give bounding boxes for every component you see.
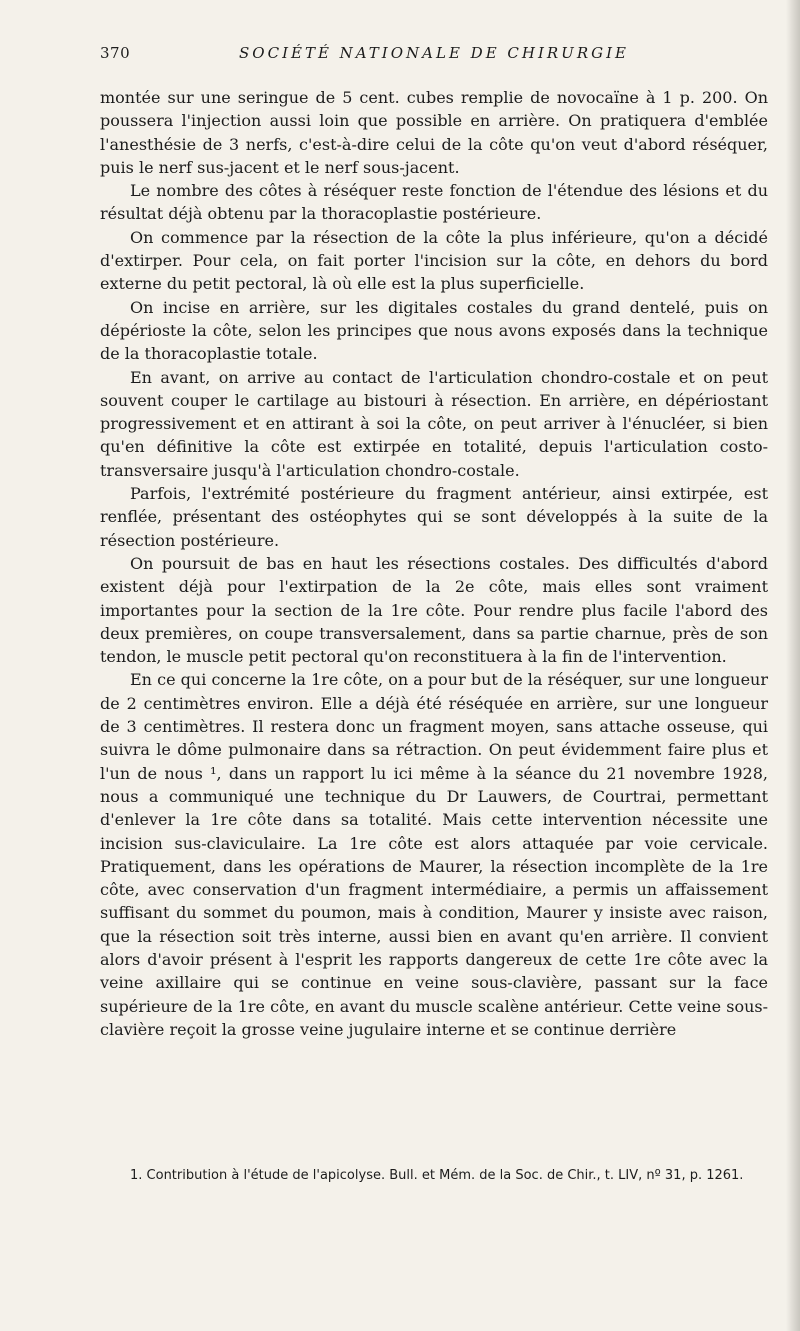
running-title: SOCIÉTÉ NATIONALE DE CHIRURGIE xyxy=(239,44,629,62)
page-header xyxy=(100,44,768,68)
paragraph: Le nombre des côtes à réséquer reste fonction de l'étendue des lésions et du résultat déjà obtenu par la thoracoplastie postérieure. xyxy=(100,181,768,224)
body-text xyxy=(100,86,768,1041)
paragraph: On commence par la résection de la côte la plus inférieure, qu'on a décidé d'extirper. Pour cela, on fait porter l'incision sur la côte, en dehors du bord externe du petit pectoral, là où elle est la plus superficielle. xyxy=(100,227,768,294)
paragraph: Parfois, l'extrémité postérieure du fragment antérieur, ainsi extirpée, est renflée, présentant des ostéophytes qui se sont développés à la suite de la résection postérieure. xyxy=(100,484,768,550)
paragraph: On poursuit de bas en haut les résections costales. Des difficultés d'abord existent déjà pour l'extirpation de la 2e côte, mais elles sont vraiment importantes pour la section de la 1re côte. Pour rendre plus facile l'abord des deux premières, on coupe transversalement, dans sa partie charnue, près de son tendon, le muscle petit pectoral qu'on reconstituera à la fin de l'intervention. xyxy=(100,553,768,667)
paragraph: En avant, on arrive au contact de l'articulation chondro-costale et on peut souvent couper le cartilage au bistouri à résection. En arrière, en dépériostant progressivement et en attirant à soi la côte, on peut arriver à l'énucléer, si bien qu'en définitive la côte est extirpée en totalité, depuis l'articulation costo-transversaire jusqu'à l'articulation chondro-costale. xyxy=(100,367,768,480)
footnote: 1. Contribution à l'étude de l'apicolyse. Bull. et Mém. de la Soc. de Chir., t. LIV, nº 31, p. 1261. xyxy=(130,1168,744,1183)
paragraph: En ce qui concerne la 1re côte, on a pour but de la réséquer, sur une longueur de 2 centimètres environ. Elle a déjà été réséquée en arrière, sur une longueur de 3 centimètres. Il restera donc un fragment moyen, sans attache osseuse, qui suivra le dôme pulmonaire dans sa rétraction. On peut évidemment faire plus et l'un de nous ¹, dans un rapport lu ici même à la séance du 21 novembre 1928, nous a communiqué une technique du Dr Lauwers, de Courtrai, permettant d'enlever la 1re côte dans sa totalité. Mais cette intervention nécessite une incision sus-claviculaire. La 1re côte est alors attaquée par voie cervicale. Pratiquement, dans les opérations de Maurer, la résection incomplète de la 1re côte, avec conservation d'un fragment intermédiaire, a permis un affaissement suffisant du sommet du poumon, mais à condition, Maurer y insiste avec raison, que la résection soit très interne, aussi bien en avant qu'en arrière. Il convient alors d'avoir présent à l'esprit les rapports dangereux de cette 1re côte avec la veine axillaire qui se continue en veine sous-clavière, passant sur la face supérieure de la 1re côte, en avant du muscle scalène antérieur. Cette veine sous-clavière reçoit la grosse veine jugulaire interne et se continue derrière xyxy=(100,670,768,1039)
paragraph: montée sur une seringue de 5 cent. cubes remplie de novocaïne à 1 p. 200. On poussera l'injection aussi loin que possible en arrière. On pratiquera d'emblée l'anesthésie de 3 nerfs, c'est-à-dire celui de la côte qu'on veut d'abord réséquer, puis le nerf sus-jacent et le nerf sous-jacent. xyxy=(100,88,768,177)
footnotes xyxy=(100,1166,768,1185)
page-edge-shadow xyxy=(786,0,800,1331)
paragraph: On incise en arrière, sur les digitales costales du grand dentelé, puis on dépérioste la côte, selon les principes que nous avons exposés dans la technique de la thoracoplastie totale. xyxy=(100,297,768,364)
page-number: 370 xyxy=(100,44,131,62)
